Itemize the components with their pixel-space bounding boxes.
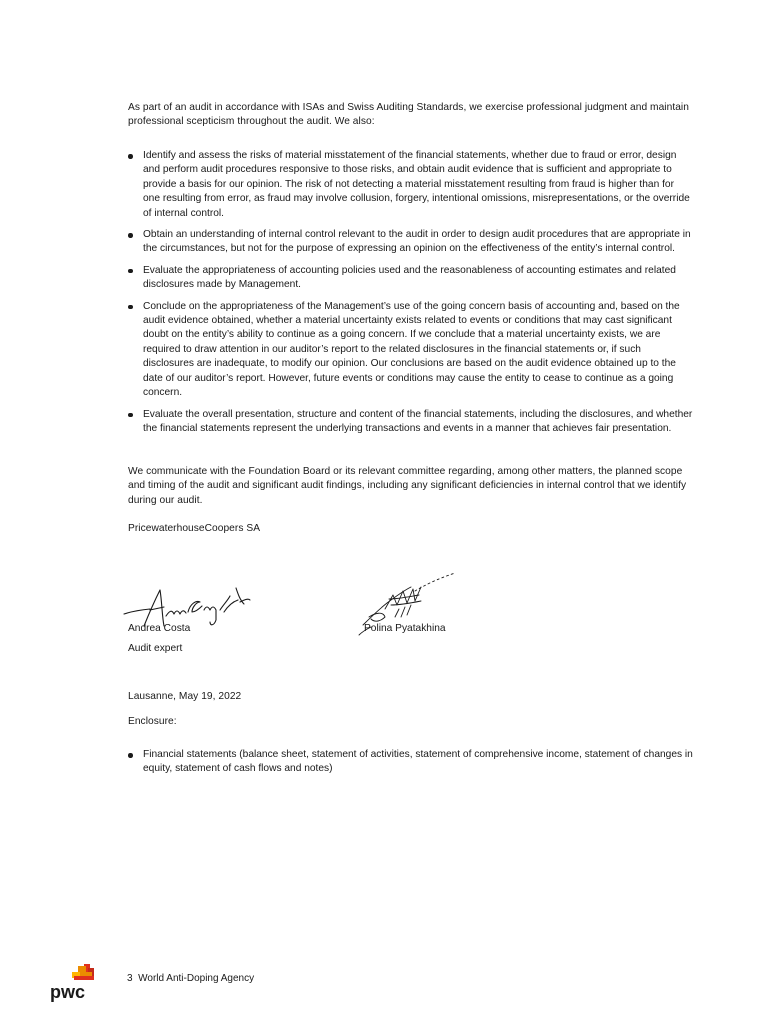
list-item bbox=[128, 300, 693, 401]
bullet-icon bbox=[128, 233, 133, 238]
list-item bbox=[128, 149, 693, 221]
enclosure-label: Enclosure: bbox=[128, 716, 177, 727]
list-item bbox=[128, 748, 693, 777]
signatory1-name: Andrea Costa bbox=[128, 623, 191, 634]
list-item bbox=[128, 264, 693, 293]
list-item-text: Evaluate the appropriateness of accounting policies used and the reasonableness of accounting estimates and related disclosures made by Management. bbox=[143, 264, 676, 291]
list-item-text: Identify and assess the risks of material misstatement of the financial statements, whether due to fraud or error, design and perform audit procedures responsive to those risks, and obtain audit evidence that is sufficient and appropriate to provide a basis for our opinion. The risk of not detecting a material misstatement resulting from fraud is higher than for one resulting from error, as fraud may involve collusion, forgery, intentional omissions, misrepresentations, or the override of internal control. bbox=[143, 150, 690, 219]
list-item-text: Obtain an understanding of internal control relevant to the audit in order to design audit procedures that are appropriate in the circumstances, but not for the purpose of expressing an opinion on the effectiveness of the entity’s internal control. bbox=[143, 229, 691, 255]
list-item-text: Conclude on the appropriateness of the Management’s use of the going concern basis of accounting and, based on the audit evidence obtained, whether a material uncertainty exists related to events or conditions that may cast significant doubt on the entity’s ability to continue as a going concern. If we conclude that a material uncertainty exists, we are required to draw attention in our auditor’s report to the related disclosures in the financial statements or, if such disclosures are inadequate, to modify our opinion. Our conclusions are based on the audit evidence obtained up to the date of our auditor’s report. However, future events or conditions may cause the entity to cease to continue as a going concern. bbox=[143, 300, 680, 399]
footer bbox=[127, 972, 254, 986]
audit-procedures-list bbox=[128, 149, 693, 436]
bullet-icon bbox=[128, 753, 133, 758]
intro-paragraph: As part of an audit in accordance with ISAs and Swiss Auditing Standards, we exercise professional judgment and maintain professional scepticism throughout the audit. We also: bbox=[128, 102, 689, 128]
list-item bbox=[128, 408, 693, 437]
bullet-icon bbox=[128, 269, 133, 274]
bullet-icon bbox=[128, 413, 133, 418]
firm-name: PricewaterhouseCoopers SA bbox=[128, 523, 261, 534]
list-item-text: Financial statements (balance sheet, statement of activities, statement of comprehensive income, statement of changes in equity, statement of cash flows and notes) bbox=[143, 749, 693, 775]
enclosure-list bbox=[128, 748, 693, 777]
signatory2-name: Polina Pyatakhina bbox=[364, 623, 446, 634]
place-date: Lausanne, May 19, 2022 bbox=[128, 691, 242, 702]
page-number: 3 bbox=[127, 973, 133, 984]
list-item bbox=[128, 228, 693, 257]
communication-paragraph: We communicate with the Foundation Board or its relevant committee regarding, among other matters, the planned scope and timing of the audit and significant audit findings, including any significant deficiencies in internal control that we identify during our audit. bbox=[128, 466, 687, 506]
client-name: World Anti-Doping Agency bbox=[138, 973, 255, 984]
pwc-logo bbox=[48, 962, 98, 1004]
signatory1-role: Audit expert bbox=[128, 643, 183, 654]
bullet-icon bbox=[128, 154, 133, 159]
list-item-text: Evaluate the overall presentation, structure and content of the financial statements, including the disclosures, and whether the financial statements represent the underlying transactions and events in a manner that achieves fair presentation. bbox=[143, 408, 693, 434]
pwc-logo-text: pwc bbox=[50, 982, 86, 1002]
bullet-icon bbox=[128, 305, 133, 310]
